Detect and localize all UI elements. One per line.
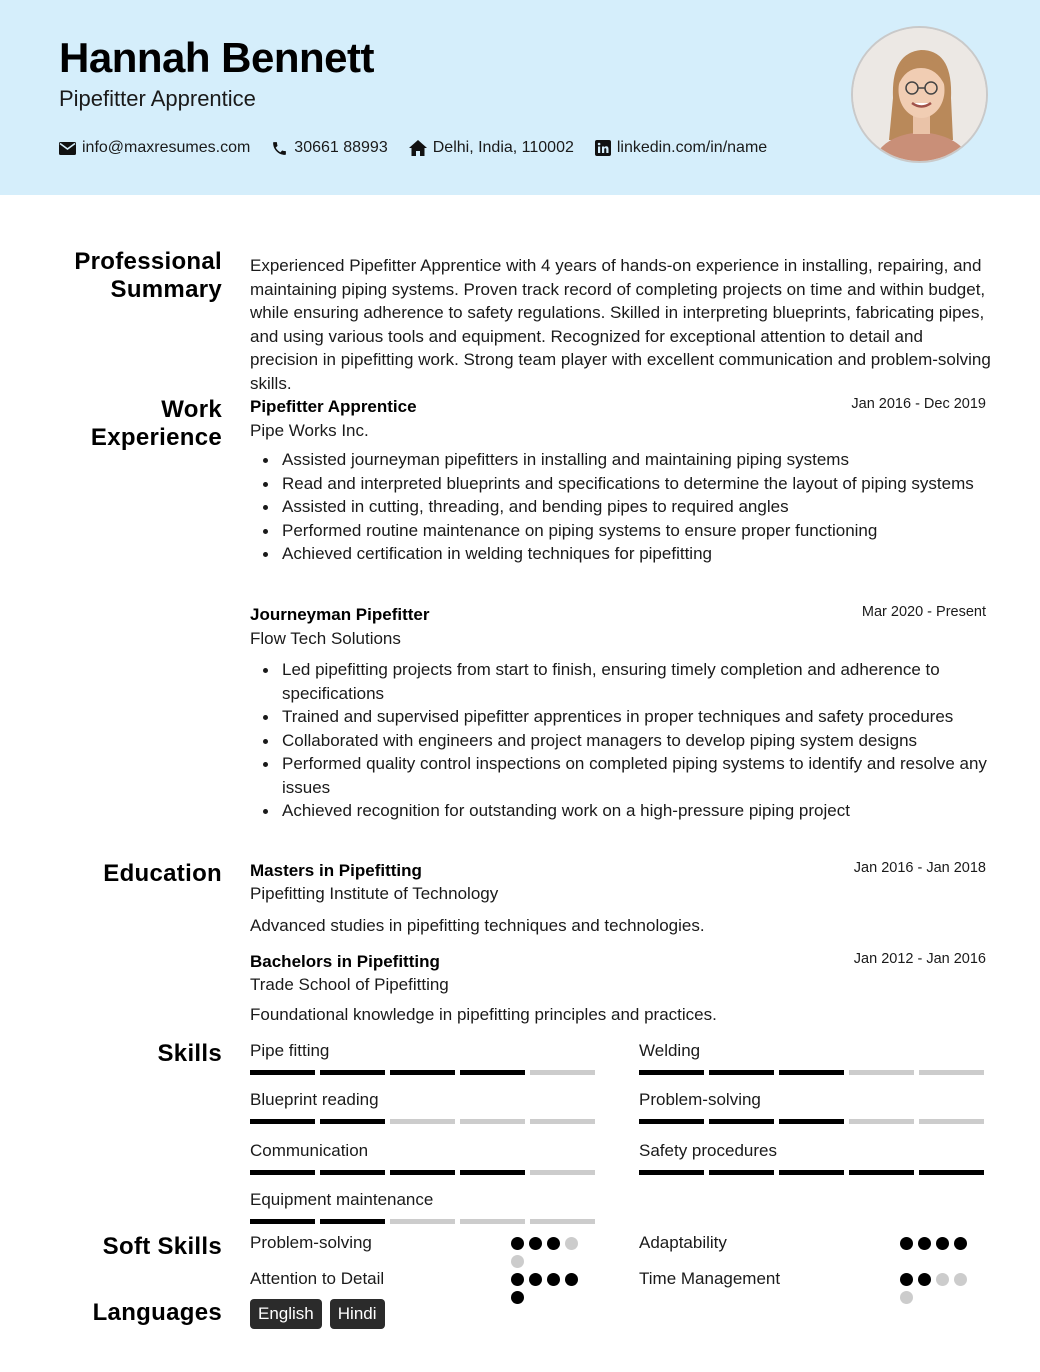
contact-bar: [59, 139, 788, 157]
skill-level-segment: [709, 1070, 774, 1075]
skill-name: Communication: [250, 1141, 369, 1160]
skill-level-segment: [530, 1170, 595, 1175]
phone-icon: [271, 140, 288, 157]
summary-text: Experienced Pipefitter Apprentice with 4 years of hands-on experience in installing, repairing, and maintaining piping systems. Proven track record of completing projects on time and within budget, while ensuring adherence to safety regulations. Skilled in interpreting blueprints, fabricating pipes, and using various tools and equipment. Recognized for exceptional attention to detail and precision in pipefitting work. Strong team player with excellent communication and problem-solving skills.: [250, 256, 991, 393]
skill-level-segment: [530, 1219, 595, 1224]
section-title-experience: [91, 396, 222, 452]
skill-level-segment: [250, 1219, 315, 1224]
skill-level-bar: [639, 1170, 987, 1175]
profile-photo: [851, 26, 988, 163]
skill-level-segment: [250, 1170, 315, 1175]
contact-phone[interactable]: [271, 139, 387, 157]
list-item: Read and interpreted blueprints and specifications to determine the layout of piping systems: [282, 472, 992, 496]
degree-title: Bachelors in Pipefitting: [250, 952, 440, 971]
skill-name: Problem-solving: [639, 1090, 761, 1109]
rating-dot: [936, 1273, 949, 1286]
candidate-title: Pipefitter Apprentice: [59, 86, 256, 111]
skill-level-segment: [320, 1219, 385, 1224]
skill-level-bar: [639, 1119, 987, 1124]
skill-item: [250, 1090, 598, 1124]
section-title-line: Experience: [90, 424, 222, 451]
rating-dot: [900, 1237, 913, 1250]
skill-level-segment: [390, 1119, 455, 1124]
skill-level-segment: [460, 1119, 525, 1124]
rating-dot: [900, 1291, 913, 1304]
skill-level-segment: [530, 1070, 595, 1075]
school-name: Trade School of Pipefitting: [250, 975, 449, 994]
list-item: Trained and supervised pipefitter apprentices in proper techniques and safety procedures: [282, 705, 992, 729]
skill-item: [250, 1190, 598, 1224]
skill-level-segment: [849, 1119, 914, 1124]
header: [0, 0, 1040, 195]
rating-dot: [565, 1273, 578, 1286]
rating-dot: [900, 1273, 913, 1286]
rating-dot: [529, 1237, 542, 1250]
rating-dot: [936, 1237, 949, 1250]
soft-skill-name: Adaptability: [639, 1233, 727, 1252]
school-name: Pipefitting Institute of Technology: [250, 884, 499, 903]
contact-address: [409, 139, 574, 157]
skill-level-segment: [390, 1070, 455, 1075]
list-item: Led pipefitting projects from start to finish, ensuring timely completion and adherence to specifications: [282, 658, 992, 705]
section-title-line: Work: [161, 396, 222, 423]
skill-item: [639, 1141, 987, 1175]
soft-skill-name: Time Management: [639, 1269, 781, 1288]
phone-text: 30661 88993: [294, 139, 388, 156]
skill-name: Pipe fitting: [250, 1041, 330, 1060]
skill-level-segment: [320, 1070, 385, 1075]
list-item: Achieved recognition for outstanding work on a high-pressure piping project: [282, 799, 992, 823]
section-title-languages: Languages: [92, 1299, 222, 1326]
section-title-line: Professional: [74, 248, 222, 275]
skill-level-bar: [250, 1170, 598, 1175]
rating-dot: [511, 1273, 524, 1286]
list-item: Performed quality control inspections on completed piping systems to identify and resolve any issues: [282, 752, 992, 799]
soft-skill-rating: [900, 1237, 970, 1250]
skill-level-segment: [919, 1119, 984, 1124]
candidate-name: Hannah Bennett: [59, 34, 375, 81]
skill-level-segment: [849, 1070, 914, 1075]
job-date: Mar 2020 - Present: [861, 604, 986, 620]
rating-dot: [547, 1237, 560, 1250]
list-item: Assisted journeyman pipefitters in installing and maintaining piping systems: [282, 448, 992, 472]
rating-dot: [511, 1291, 524, 1304]
skill-item: [639, 1041, 987, 1075]
skill-level-segment: [639, 1119, 704, 1124]
section-title-summary: [74, 248, 222, 304]
skill-level-segment: [320, 1119, 385, 1124]
skill-name: Safety procedures: [639, 1141, 777, 1160]
rating-dot: [954, 1237, 967, 1250]
rating-dot: [511, 1255, 524, 1268]
soft-skill-rating: [900, 1273, 970, 1304]
contact-email[interactable]: [59, 139, 250, 157]
degree-title: Masters in Pipefitting: [250, 861, 422, 880]
skill-level-segment: [709, 1170, 774, 1175]
skill-level-bar: [250, 1119, 598, 1124]
skill-name: Equipment maintenance: [250, 1190, 434, 1209]
skill-level-bar: [250, 1219, 598, 1224]
skill-level-segment: [639, 1070, 704, 1075]
soft-skill-name: Attention to Detail: [250, 1269, 385, 1288]
list-item: Achieved certification in welding techniques for pipefitting: [282, 542, 992, 566]
skill-level-segment: [460, 1219, 525, 1224]
linkedin-icon: [595, 140, 611, 156]
skill-level-segment: [250, 1070, 315, 1075]
list-item: Assisted in cutting, threading, and bending pipes to required angles: [282, 495, 992, 519]
skill-level-bar: [250, 1070, 598, 1075]
rating-dot: [565, 1237, 578, 1250]
rating-dot: [918, 1237, 931, 1250]
rating-dot: [547, 1273, 560, 1286]
rating-dot: [529, 1273, 542, 1286]
envelope-icon: [59, 142, 76, 155]
rating-dot: [918, 1273, 931, 1286]
job-date: Jan 2016 - Dec 2019: [851, 396, 986, 412]
skill-level-segment: [250, 1119, 315, 1124]
language-tags: [250, 1299, 385, 1329]
skill-name: Blueprint reading: [250, 1090, 379, 1109]
section-title-line: Summary: [110, 276, 222, 303]
soft-skill-name: Problem-solving: [250, 1233, 372, 1252]
job-title: Journeyman Pipefitter: [250, 605, 430, 624]
email-text: info@maxresumes.com: [82, 139, 251, 156]
skill-level-segment: [779, 1170, 844, 1175]
address-text: Delhi, India, 110002: [432, 139, 574, 156]
list-item: Performed routine maintenance on piping systems to ensure proper functioning: [282, 519, 992, 543]
job-bullets: [282, 658, 992, 823]
skill-level-segment: [320, 1170, 385, 1175]
skill-item: [639, 1090, 987, 1124]
skill-level-segment: [530, 1119, 595, 1124]
language-tag: Hindi: [330, 1299, 385, 1329]
skill-level-segment: [460, 1070, 525, 1075]
education-date: Jan 2016 - Jan 2018: [853, 860, 986, 876]
skill-item: [250, 1041, 598, 1075]
section-title-skills: Skills: [157, 1040, 222, 1067]
job-company: Flow Tech Solutions: [250, 629, 401, 648]
education-description: Advanced studies in pipefitting techniques and technologies.: [250, 916, 705, 935]
skill-level-segment: [639, 1170, 704, 1175]
skill-level-segment: [709, 1119, 774, 1124]
list-item: Collaborated with engineers and project managers to develop piping system designs: [282, 729, 992, 753]
skill-level-segment: [919, 1170, 984, 1175]
home-icon: [409, 140, 427, 156]
skill-level-segment: [919, 1070, 984, 1075]
skill-level-segment: [779, 1119, 844, 1124]
language-tag: English: [250, 1299, 322, 1329]
skill-level-bar: [639, 1070, 987, 1075]
section-title-education: Education: [103, 860, 222, 887]
skill-name: Welding: [639, 1041, 701, 1060]
rating-dot: [511, 1237, 524, 1250]
education-date: Jan 2012 - Jan 2016: [853, 951, 986, 967]
skill-level-segment: [460, 1170, 525, 1175]
skill-level-segment: [390, 1219, 455, 1224]
contact-linkedin[interactable]: [595, 139, 767, 157]
skill-level-segment: [390, 1170, 455, 1175]
skill-level-segment: [779, 1070, 844, 1075]
education-description: Foundational knowledge in pipefitting principles and practices.: [250, 1005, 717, 1024]
soft-skill-rating: [511, 1273, 581, 1304]
job-company: Pipe Works Inc.: [250, 421, 369, 440]
job-bullets: [282, 448, 992, 566]
soft-skill-rating: [511, 1237, 581, 1268]
section-title-soft-skills: Soft Skills: [102, 1233, 222, 1260]
rating-dot: [954, 1273, 967, 1286]
skill-level-segment: [849, 1170, 914, 1175]
linkedin-text: linkedin.com/in/name: [616, 139, 768, 156]
skill-item: [250, 1141, 598, 1175]
job-title: Pipefitter Apprentice: [250, 397, 417, 416]
